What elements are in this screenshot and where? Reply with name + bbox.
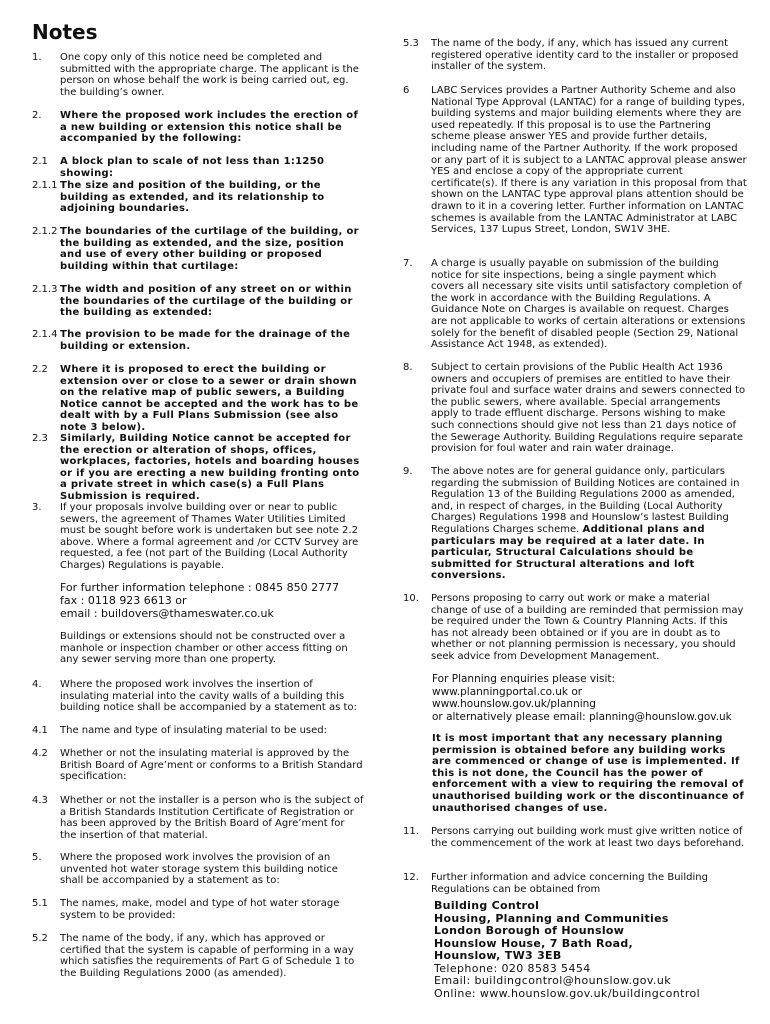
building-control-contact <box>434 900 754 1000</box>
right-note-3 <box>403 362 748 455</box>
planning-warning: It is most important that any necessary planning permission is obtained before any building works are commenced or change of use is implemented. If this is not done, the Council has the power of enforcement with a view to requiring the removal of unauthorised building work or the discontinuance of unauthorised changes of use. <box>432 733 745 814</box>
contact-dept: Building Control <box>434 899 540 912</box>
left-note-10 <box>32 679 364 714</box>
note-number: 10. <box>403 593 419 604</box>
manhole-note: Buildings or extensions should not be constructed over a manhole or inspection chamber or other access fitting on any sewer serving more than one property. <box>60 631 348 666</box>
note-number: 2.1.4 <box>32 329 58 340</box>
note-text <box>431 258 748 351</box>
note-number: 5.1 <box>32 898 48 909</box>
page-title: Notes <box>32 20 98 44</box>
note-body: If your proposals involve building over or near to public sewers, the agreement of Thames Water Utilities Limited must be sought before work is undertaken but see note 2.2 above. Where a formal agreement and /or CCTV Survey are requested, a fee (not part of the Building (Local Authority Charges) Regulations is payable. <box>60 502 359 571</box>
note-text <box>431 593 748 663</box>
planning-portal-link[interactable]: www.planningportal.co.uk or <box>432 685 583 698</box>
note-text <box>431 38 748 73</box>
note-text <box>431 466 748 582</box>
note-body: The provision to be made for the drainage of the building or extension. <box>60 329 351 352</box>
left-note-0 <box>32 52 364 98</box>
right-note-7 <box>403 872 748 895</box>
note-number: 6 <box>403 85 410 96</box>
note-body: A block plan to scale of not less than 1:1250 showing: <box>60 156 325 179</box>
note-body: Subject to certain provisions of the Public Health Act 1936 owners and occupiers of premises are entitled to have their private foul and surface water drains and sewers connected to the public sewers, where available. Special arrangements apply to trade effluent discharge. Persons wishing to make such connections should give not less than 21 days notice of the Sewerage Authority. Building Regulations require separate provision for foul water and rain water drainage. <box>431 362 746 455</box>
note-number: 2. <box>32 110 42 121</box>
note-body: Whether or not the insulating material is approved by the British Board of Agre’ment or conforms to a British Standard specification: <box>60 748 363 783</box>
left-note-13 <box>32 795 364 841</box>
note-number: 4.1 <box>32 725 48 736</box>
note-number: 8. <box>403 362 413 373</box>
note-body: The name and type of insulating material to be used: <box>60 725 328 736</box>
contact-address-2: Hounslow, TW3 3EB <box>434 949 562 962</box>
left-note-9 <box>32 502 364 572</box>
note-body: The name of the body, if any, which has approved or certified that the system is capable of performing in a way which satisfies the requirements of Part G of Schedule 1 to the Building Regulations 2000 (as amended). <box>60 933 355 979</box>
right-note-5 <box>403 593 748 663</box>
note-text <box>60 852 364 887</box>
contact-online[interactable]: Online: www.hounslow.gov.uk/buildingcontrol <box>434 986 701 1000</box>
note-text <box>60 110 364 145</box>
left-note-8 <box>32 433 364 503</box>
note-text <box>60 795 364 841</box>
note-number: 2.2 <box>32 364 48 375</box>
left-note-4 <box>32 226 364 272</box>
note-number: 2.1.2 <box>32 226 58 237</box>
left-note-1 <box>32 110 364 145</box>
note-number: 2.3 <box>32 433 48 444</box>
note-body: The above notes are for general guidance only, particulars regarding the submission of Building Notices are contained in Regulation 13 of the Building Regulations 2000 as amended, and, in respect of charges, in the Building (Local Authority Charges) Regulations 1998 and Hounslow’s lastest Building Regulations Charges scheme. <box>431 466 740 535</box>
note-body: Persons proposing to carry out work or make a material change of use of a building are reminded that permission may be required under the Town & Country Planning Acts. If this has not already been obtained or if you are in doubt as to whether or not planning permission is necessary, you should seek advice from Development Management. <box>431 593 744 662</box>
planning-intro: For Planning enquiries please visit: <box>432 673 616 685</box>
note-body: One copy only of this notice need be completed and submitted with the appropriate charge. The applicant is the person on whose behalf the work is being carried out, eg. the building’s owner. <box>60 52 359 98</box>
note-text <box>431 872 748 895</box>
left-note-6 <box>32 329 364 352</box>
note-text <box>431 362 748 455</box>
thames-phone: For further information telephone : 0845 850 2777 <box>60 581 340 594</box>
note-body: Persons carrying out building work must give written notice of the commencement of the work at least two days beforehand. <box>431 826 745 849</box>
right-note-2 <box>403 258 748 351</box>
note-body: Where the proposed work involves the insertion of insulating material into the cavity walls of a building this building notice shall be accompanied by a statement as to: <box>60 679 357 714</box>
note-number: 2.1 <box>32 156 48 167</box>
contact-email[interactable]: Email: buildingcontrol@hounslow.gov.uk <box>434 974 671 987</box>
thames-email[interactable]: email : buildovers@thameswater.co.uk <box>60 606 274 620</box>
note-text <box>60 226 364 272</box>
note-text <box>60 502 364 572</box>
note-text <box>60 180 364 215</box>
note-text <box>60 156 364 179</box>
note-body: Similarly, Building Notice cannot be accepted for the erection or alteration of shops, offices, workplaces, factories, hotels and boarding houses or if you are erecting a new building fronting onto a private street in which case(s) a Full Plans Submission is required. <box>60 433 360 502</box>
contact-phone: Telephone: 020 8583 5454 <box>434 961 591 975</box>
left-note-11 <box>32 725 364 737</box>
left-note-16 <box>32 933 364 979</box>
note-bold-tail: Additional plans and particulars may be required at a later date. In particular, Structural Calculations should be submitted for Structural alterations and loft conversions. <box>431 523 705 582</box>
left-note-5 <box>32 284 364 319</box>
note-number: 1. <box>32 52 42 63</box>
thames-contact <box>60 582 380 620</box>
note-body: Where the proposed work includes the erection of a new building or extension this notice shall be accompanied by the following: <box>60 110 359 145</box>
right-note-1 <box>403 85 748 236</box>
note-body: Where it is proposed to erect the building or extension over or close to a sewer or drain shown on the relative map of public sewers, a Building Notice cannot be accepted and the work has to be dealt with by a Full Plans Submission (see also note 3 below). <box>60 364 359 433</box>
note-number: 4. <box>32 679 42 690</box>
note-text <box>60 679 364 714</box>
note-number: 4.2 <box>32 748 48 759</box>
note-number: 7. <box>403 258 413 269</box>
note-body: The size and position of the building, or the building as extended, and its relationship to adjoining boundaries. <box>60 180 325 215</box>
note-body: LABC Services provides a Partner Authority Scheme and also National Type Approval (LANTAC) for a range of building types, building systems and major building elements where they are used repeatedly. If this proposal is to use the Partnering scheme please answer YES and provide further details, including name of the Partner Authority. If the work proposed or any part of it is subject to a LANTAC approval please answer YES and enclose a copy of the appropriate current certificate(s). If there is any variation in this proposal from that shown on the LANTAC type approval plans attention should be drawn to it in a covering letter. Further information on LANTAC schemes is available from the LANTAC Administrator at LABC Services, 137 Lupus Street, London, SW1V 3HE. <box>431 85 747 236</box>
note-text <box>60 284 364 319</box>
left-note-15 <box>32 898 364 921</box>
note-number: 5.3 <box>403 38 419 49</box>
note-number: 5.2 <box>32 933 48 944</box>
note-text <box>60 933 364 979</box>
note-text <box>60 725 364 737</box>
right-note-6 <box>403 826 748 849</box>
planning-email[interactable]: or alternatively please email: planning@hounslow.gov.uk <box>432 710 732 723</box>
note-body: Further information and advice concerning the Building Regulations can be obtained from <box>431 872 708 895</box>
note-text <box>431 826 748 849</box>
planning-enquiries <box>432 673 752 723</box>
note-number: 12. <box>403 872 419 883</box>
note-text <box>60 52 364 98</box>
contact-borough: London Borough of Hounslow <box>434 924 625 937</box>
note-text <box>60 364 364 434</box>
note-number: 9. <box>403 466 413 477</box>
note-body: The width and position of any street on or within the boundaries of the curtilage of the building or the building as extended: <box>60 284 353 319</box>
note-text <box>60 748 364 783</box>
thames-fax: fax : 0118 923 6613 or <box>60 593 187 607</box>
note-number: 4.3 <box>32 795 48 806</box>
note-body: Whether or not the installer is a person who is the subject of a British Standards Institution Certificate of Registration or has been approved by the British Board of Agre’ment for the insertion of that material. <box>60 795 364 841</box>
contact-division: Housing, Planning and Communities <box>434 911 669 925</box>
note-number: 2.1.1 <box>32 180 58 191</box>
note-number: 2.1.3 <box>32 284 58 295</box>
note-body: A charge is usually payable on submission of the building notice for site inspections, being a single payment which covers all necessary site visits until satisfactory completion of the work in accordance with the Building Regulations. A Guidance Note on Charges is available on request. Charges are not applicable to works of certain alterations or extensions solely for the benefit of disabled people (Section 29, National Assistance Act 1948, as extended). <box>431 258 746 351</box>
note-number: 5. <box>32 852 42 863</box>
contact-address-1: Hounslow House, 7 Bath Road, <box>434 936 634 950</box>
right-note-4 <box>403 466 748 582</box>
hounslow-planning-link[interactable]: www.hounslow.gov.uk/planning <box>432 698 596 710</box>
left-note-14 <box>32 852 364 887</box>
note-body: The boundaries of the curtilage of the building, or the building as extended, and the size, position and use of every other building or proposed building within that curtilage: <box>60 226 359 272</box>
note-number: 3. <box>32 502 42 513</box>
left-note-3 <box>32 180 364 215</box>
note-body: The names, make, model and type of hot water storage system to be provided: <box>60 898 340 921</box>
note-body: Where the proposed work involves the provision of an unvented hot water storage system this building notice shall be accompanied by a statement as to: <box>60 852 338 887</box>
note-text <box>60 433 364 503</box>
right-note-0 <box>403 38 748 73</box>
left-note-7 <box>32 364 364 434</box>
note-body: The name of the body, if any, which has issued any current registered operative identity card to the installer or proposed installer of the system. <box>431 38 739 73</box>
note-text <box>60 329 364 352</box>
left-note-12 <box>32 748 364 783</box>
note-text <box>60 898 364 921</box>
note-text <box>431 85 748 236</box>
note-number: 11. <box>403 826 419 837</box>
left-note-2 <box>32 156 364 179</box>
